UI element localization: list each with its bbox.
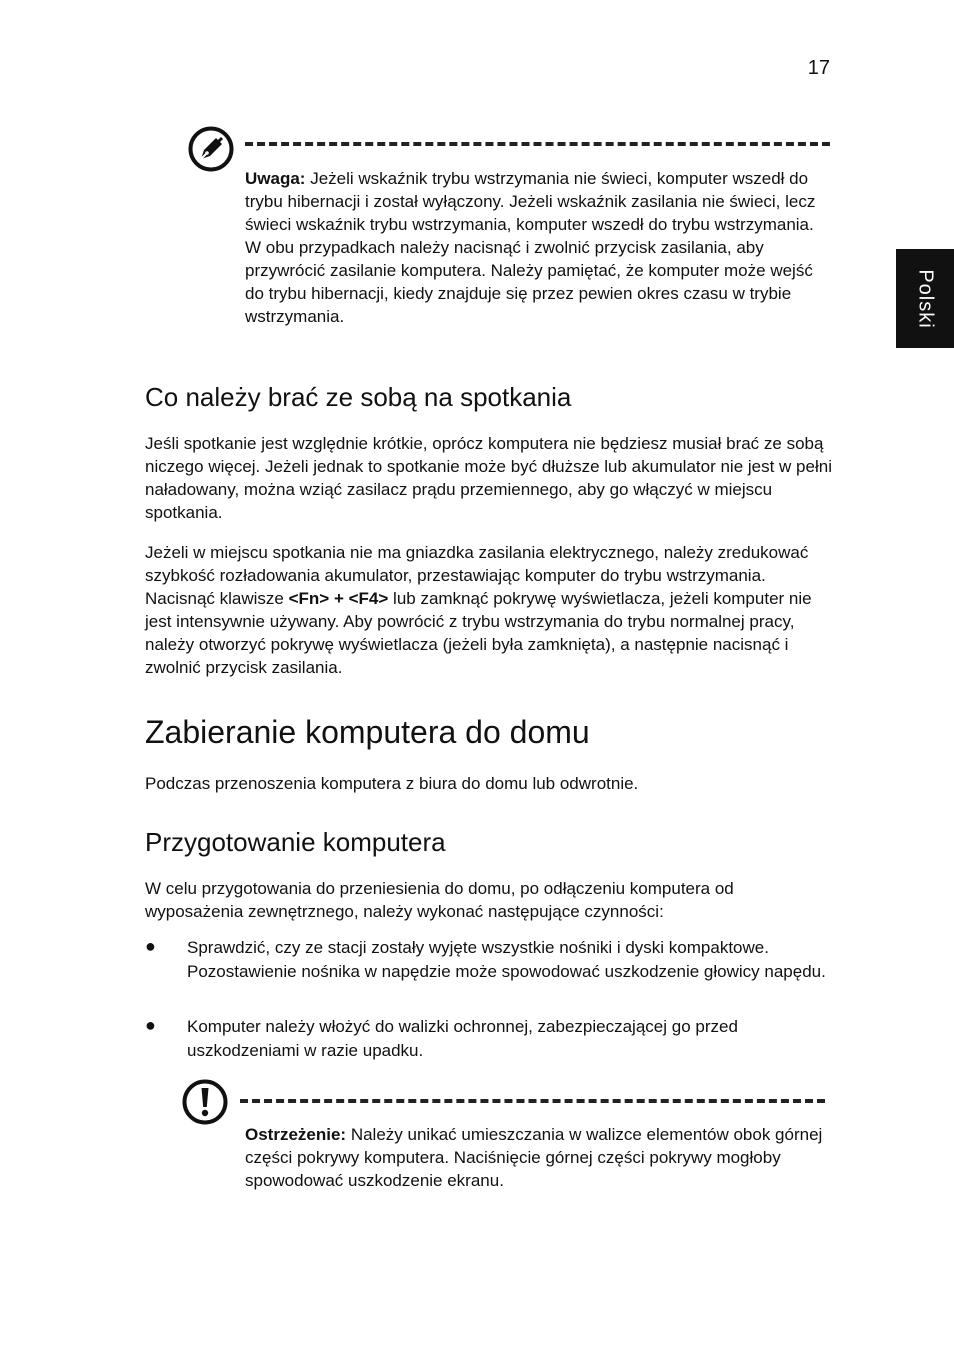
prepare-intro: W celu przygotowania do przeniesienia do domu, po odłączeniu komputera od wyposażenia zewnętrznego, należy wykonać następujące czynności: bbox=[145, 879, 734, 921]
warning-text bbox=[245, 1123, 825, 1192]
note-body: Jeżeli wskaźnik trybu wstrzymania nie świeci, komputer wszedł do trybu hibernacji i został wyłączony. Jeżeli wskaźnik zasilania nie świeci, lecz świeci wskaźnik trybu wstrzymania, komputer wszedł do trybu wstrzymania. W obu przypadkach należy nacisnąć i zwolnić przycisk zasilania, aby przywrócić zasilanie komputera. Należy pamiętać, że komputer może wejść do trybu hibernacji, kiedy znajduje się przez pewien okres czasu w trybie wstrzymania. bbox=[245, 169, 816, 326]
bullet-icon: ● bbox=[145, 1015, 156, 1035]
note-text bbox=[245, 167, 830, 328]
language-tab-label: Polski bbox=[914, 268, 937, 329]
heading-meetings: Co należy brać ze sobą na spotkania bbox=[145, 382, 572, 412]
meetings-paragraph-1: Jeśli spotkanie jest względnie krótkie, oprócz komputera nie będziesz musiał brać ze sobą niczego więcej. Jeżeli jednak to spotkanie może być dłuższe lub akumulator nie jest w pełni naładowany, można wziąć zasilacz prądu przemiennego, aby go włączyć w miejscu spotkania. bbox=[145, 434, 832, 522]
warning-label: Ostrzeżenie: bbox=[245, 1125, 347, 1144]
page-number: 17 bbox=[807, 57, 830, 79]
warning-dashed-rule bbox=[240, 1099, 825, 1103]
warning-body: Należy unikać umieszczania w walizce elementów obok górnej części pokrywy komputera. Naciśnięcie górnej części pokrywy mogłoby spowodować uszkodzenie ekranu. bbox=[245, 1125, 823, 1190]
note-label: Uwaga: bbox=[245, 169, 306, 188]
list-item-text: Sprawdzić, czy ze stacji zostały wyjęte wszystkie nośniki i dyski kompaktowe. Pozostawienie nośnika w napędzie może spowodować uszkodzenie głowicy napędu. bbox=[187, 938, 826, 981]
exclamation-warning-icon bbox=[181, 1078, 229, 1126]
heading-prepare: Przygotowanie komputera bbox=[145, 827, 446, 857]
pen-note-icon bbox=[187, 125, 235, 173]
heading-taking-home: Zabieranie komputera do domu bbox=[145, 714, 590, 750]
taking-home-intro: Podczas przenoszenia komputera z biura do domu lub odwrotnie. bbox=[145, 774, 639, 793]
note-dashed-rule bbox=[245, 142, 830, 146]
meetings-paragraph-2: Jeżeli w miejscu spotkania nie ma gniazdka zasilania elektrycznego, należy zredukować szybkość rozładowania akumulator, przestawiając komputer do trybu wstrzymania. Nacisnąć klawisze <Fn> + <F4> lub zamknąć pokrywę wyświetlacza, jeżeli komputer nie jest intensywnie używany. Aby powrócić z trybu wstrzymania do trybu normalnej pracy, należy otworzyć pokrywę wyświetlacza (jeżeli była zamknięta), a następnie nacisnąć i zwolnić przycisk zasilania. bbox=[145, 543, 812, 677]
key-combo: <Fn> + <F4> bbox=[288, 589, 389, 608]
language-tab bbox=[896, 249, 954, 348]
bullet-icon: ● bbox=[145, 936, 156, 956]
list-item-text: Komputer należy włożyć do walizki ochronnej, zabezpieczającej go przed uszkodzeniami w razie upadku. bbox=[187, 1017, 738, 1060]
